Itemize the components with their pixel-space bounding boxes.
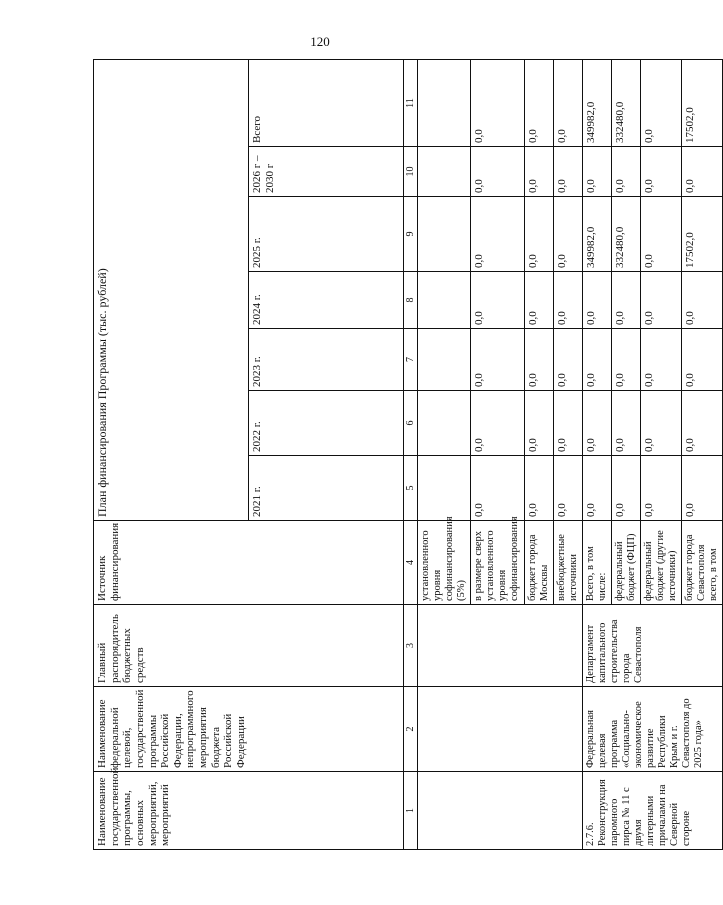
value-cell: 0,0 xyxy=(641,272,682,329)
value-cell: 332480,0 xyxy=(611,59,640,146)
header-year-2025: 2025 г. xyxy=(249,197,404,272)
value-cell xyxy=(418,272,471,329)
value-cell: 0,0 xyxy=(471,197,524,272)
value-cell: 0,0 xyxy=(611,391,640,456)
value-cell: 0,0 xyxy=(524,59,553,146)
value-cell: 0,0 xyxy=(611,456,640,521)
value-cell: 0,0 xyxy=(682,147,723,197)
source-cell: бюджет города Москвы xyxy=(524,521,553,605)
value-cell: 0,0 xyxy=(471,329,524,391)
value-cell: 0,0 xyxy=(582,391,611,456)
value-cell: 0,0 xyxy=(524,329,553,391)
value-cell: 0,0 xyxy=(641,147,682,197)
continuation-cell xyxy=(418,772,583,850)
value-cell: 0,0 xyxy=(553,197,582,272)
table-row xyxy=(582,59,611,849)
value-cell: 0,0 xyxy=(641,329,682,391)
value-cell xyxy=(418,59,471,146)
source-cell: внебюджетные источники xyxy=(553,521,582,605)
item-manager-cell: Департамент капитального строительства города Севастополя xyxy=(582,605,723,687)
source-cell: бюджет города Севастополя всего, в том xyxy=(682,521,723,605)
header-year-2024: 2024 г. xyxy=(249,272,404,329)
value-cell: 0,0 xyxy=(553,329,582,391)
continuation-cell xyxy=(418,605,583,687)
value-cell xyxy=(418,197,471,272)
rotated-table-container xyxy=(93,60,720,850)
item-name-cell: 2.7.6. Реконструкция паромного пирса № 11 с двумя литерными причалами на Северной стороне xyxy=(582,772,723,850)
value-cell: 17502,0 xyxy=(682,59,723,146)
value-cell: 17502,0 xyxy=(682,197,723,272)
value-cell: 0,0 xyxy=(682,456,723,521)
item-program-cell: Федеральная целевая программа «Социально-экономическое развитие Республики Крым и г. Севастополя до 2025 года» xyxy=(582,687,723,772)
value-cell: 0,0 xyxy=(641,197,682,272)
column-number: 2 xyxy=(404,687,418,772)
value-cell: 0,0 xyxy=(471,391,524,456)
header-col-2: Наименование федеральной целевой, государственной программы Российской Федерации, непрограммного мероприятия бюджета Российской Федерации xyxy=(94,687,404,772)
column-number: 6 xyxy=(404,391,418,456)
source-cell: федеральный бюджет (другие источники) xyxy=(641,521,682,605)
value-cell xyxy=(418,391,471,456)
value-cell: 0,0 xyxy=(553,59,582,146)
value-cell: 0,0 xyxy=(582,329,611,391)
column-number: 10 xyxy=(404,147,418,197)
value-cell xyxy=(418,456,471,521)
column-number: 11 xyxy=(404,59,418,146)
value-cell: 0,0 xyxy=(611,329,640,391)
column-numbers-row xyxy=(404,59,418,849)
header-row-1 xyxy=(94,59,249,849)
value-cell: 0,0 xyxy=(611,272,640,329)
value-cell: 0,0 xyxy=(682,329,723,391)
value-cell: 0,0 xyxy=(471,456,524,521)
value-cell: 0,0 xyxy=(582,272,611,329)
value-cell xyxy=(418,329,471,391)
value-cell: 0,0 xyxy=(524,391,553,456)
header-year-2022: 2022 г. xyxy=(249,391,404,456)
value-cell: 0,0 xyxy=(682,391,723,456)
value-cell: 0,0 xyxy=(471,147,524,197)
continuation-cell xyxy=(418,687,583,772)
value-cell: 0,0 xyxy=(582,147,611,197)
header-col-4: Источник финансирования xyxy=(94,521,404,605)
header-col-1: Наименование государственной программы, основных мероприятий, мероприятий xyxy=(94,772,404,850)
table-row xyxy=(418,59,471,849)
value-cell xyxy=(418,147,471,197)
value-cell: 0,0 xyxy=(682,272,723,329)
column-number: 8 xyxy=(404,272,418,329)
source-cell: в размере сверх установленного уровня софинансирования xyxy=(471,521,524,605)
source-cell: Всего, в том числе: xyxy=(582,521,611,605)
column-number: 5 xyxy=(404,456,418,521)
header-total: Всего xyxy=(249,59,404,146)
value-cell: 0,0 xyxy=(524,197,553,272)
value-cell: 0,0 xyxy=(641,59,682,146)
page-number: 120 xyxy=(310,34,330,49)
financing-table xyxy=(93,59,723,850)
value-cell: 0,0 xyxy=(524,147,553,197)
value-cell: 332480,0 xyxy=(611,197,640,272)
value-cell: 0,0 xyxy=(524,456,553,521)
header-year-2021: 2021 г. xyxy=(249,456,404,521)
value-cell: 0,0 xyxy=(471,272,524,329)
value-cell: 0,0 xyxy=(524,272,553,329)
value-cell: 0,0 xyxy=(582,456,611,521)
column-number: 3 xyxy=(404,605,418,687)
value-cell: 0,0 xyxy=(553,391,582,456)
column-number: 7 xyxy=(404,329,418,391)
value-cell: 349982,0 xyxy=(582,59,611,146)
header-year-2026-2030: 2026 г – 2030 г xyxy=(249,147,404,197)
header-financing-plan: План финансирования Программы (тыс. рублей) xyxy=(94,59,249,520)
value-cell: 0,0 xyxy=(553,272,582,329)
value-cell: 0,0 xyxy=(611,147,640,197)
source-cell: федеральный бюджет (ФЦП) xyxy=(611,521,640,605)
header-year-2023: 2023 г. xyxy=(249,329,404,391)
value-cell: 0,0 xyxy=(641,456,682,521)
source-cell: установленного уровня софинансирования (5%) xyxy=(418,521,471,605)
value-cell: 0,0 xyxy=(553,147,582,197)
header-col-3: Главный распорядитель бюджетных средств xyxy=(94,605,404,687)
column-number: 9 xyxy=(404,197,418,272)
value-cell: 349982,0 xyxy=(582,197,611,272)
column-number: 4 xyxy=(404,521,418,605)
value-cell: 0,0 xyxy=(641,391,682,456)
column-number: 1 xyxy=(404,772,418,850)
value-cell: 0,0 xyxy=(471,59,524,146)
value-cell: 0,0 xyxy=(553,456,582,521)
